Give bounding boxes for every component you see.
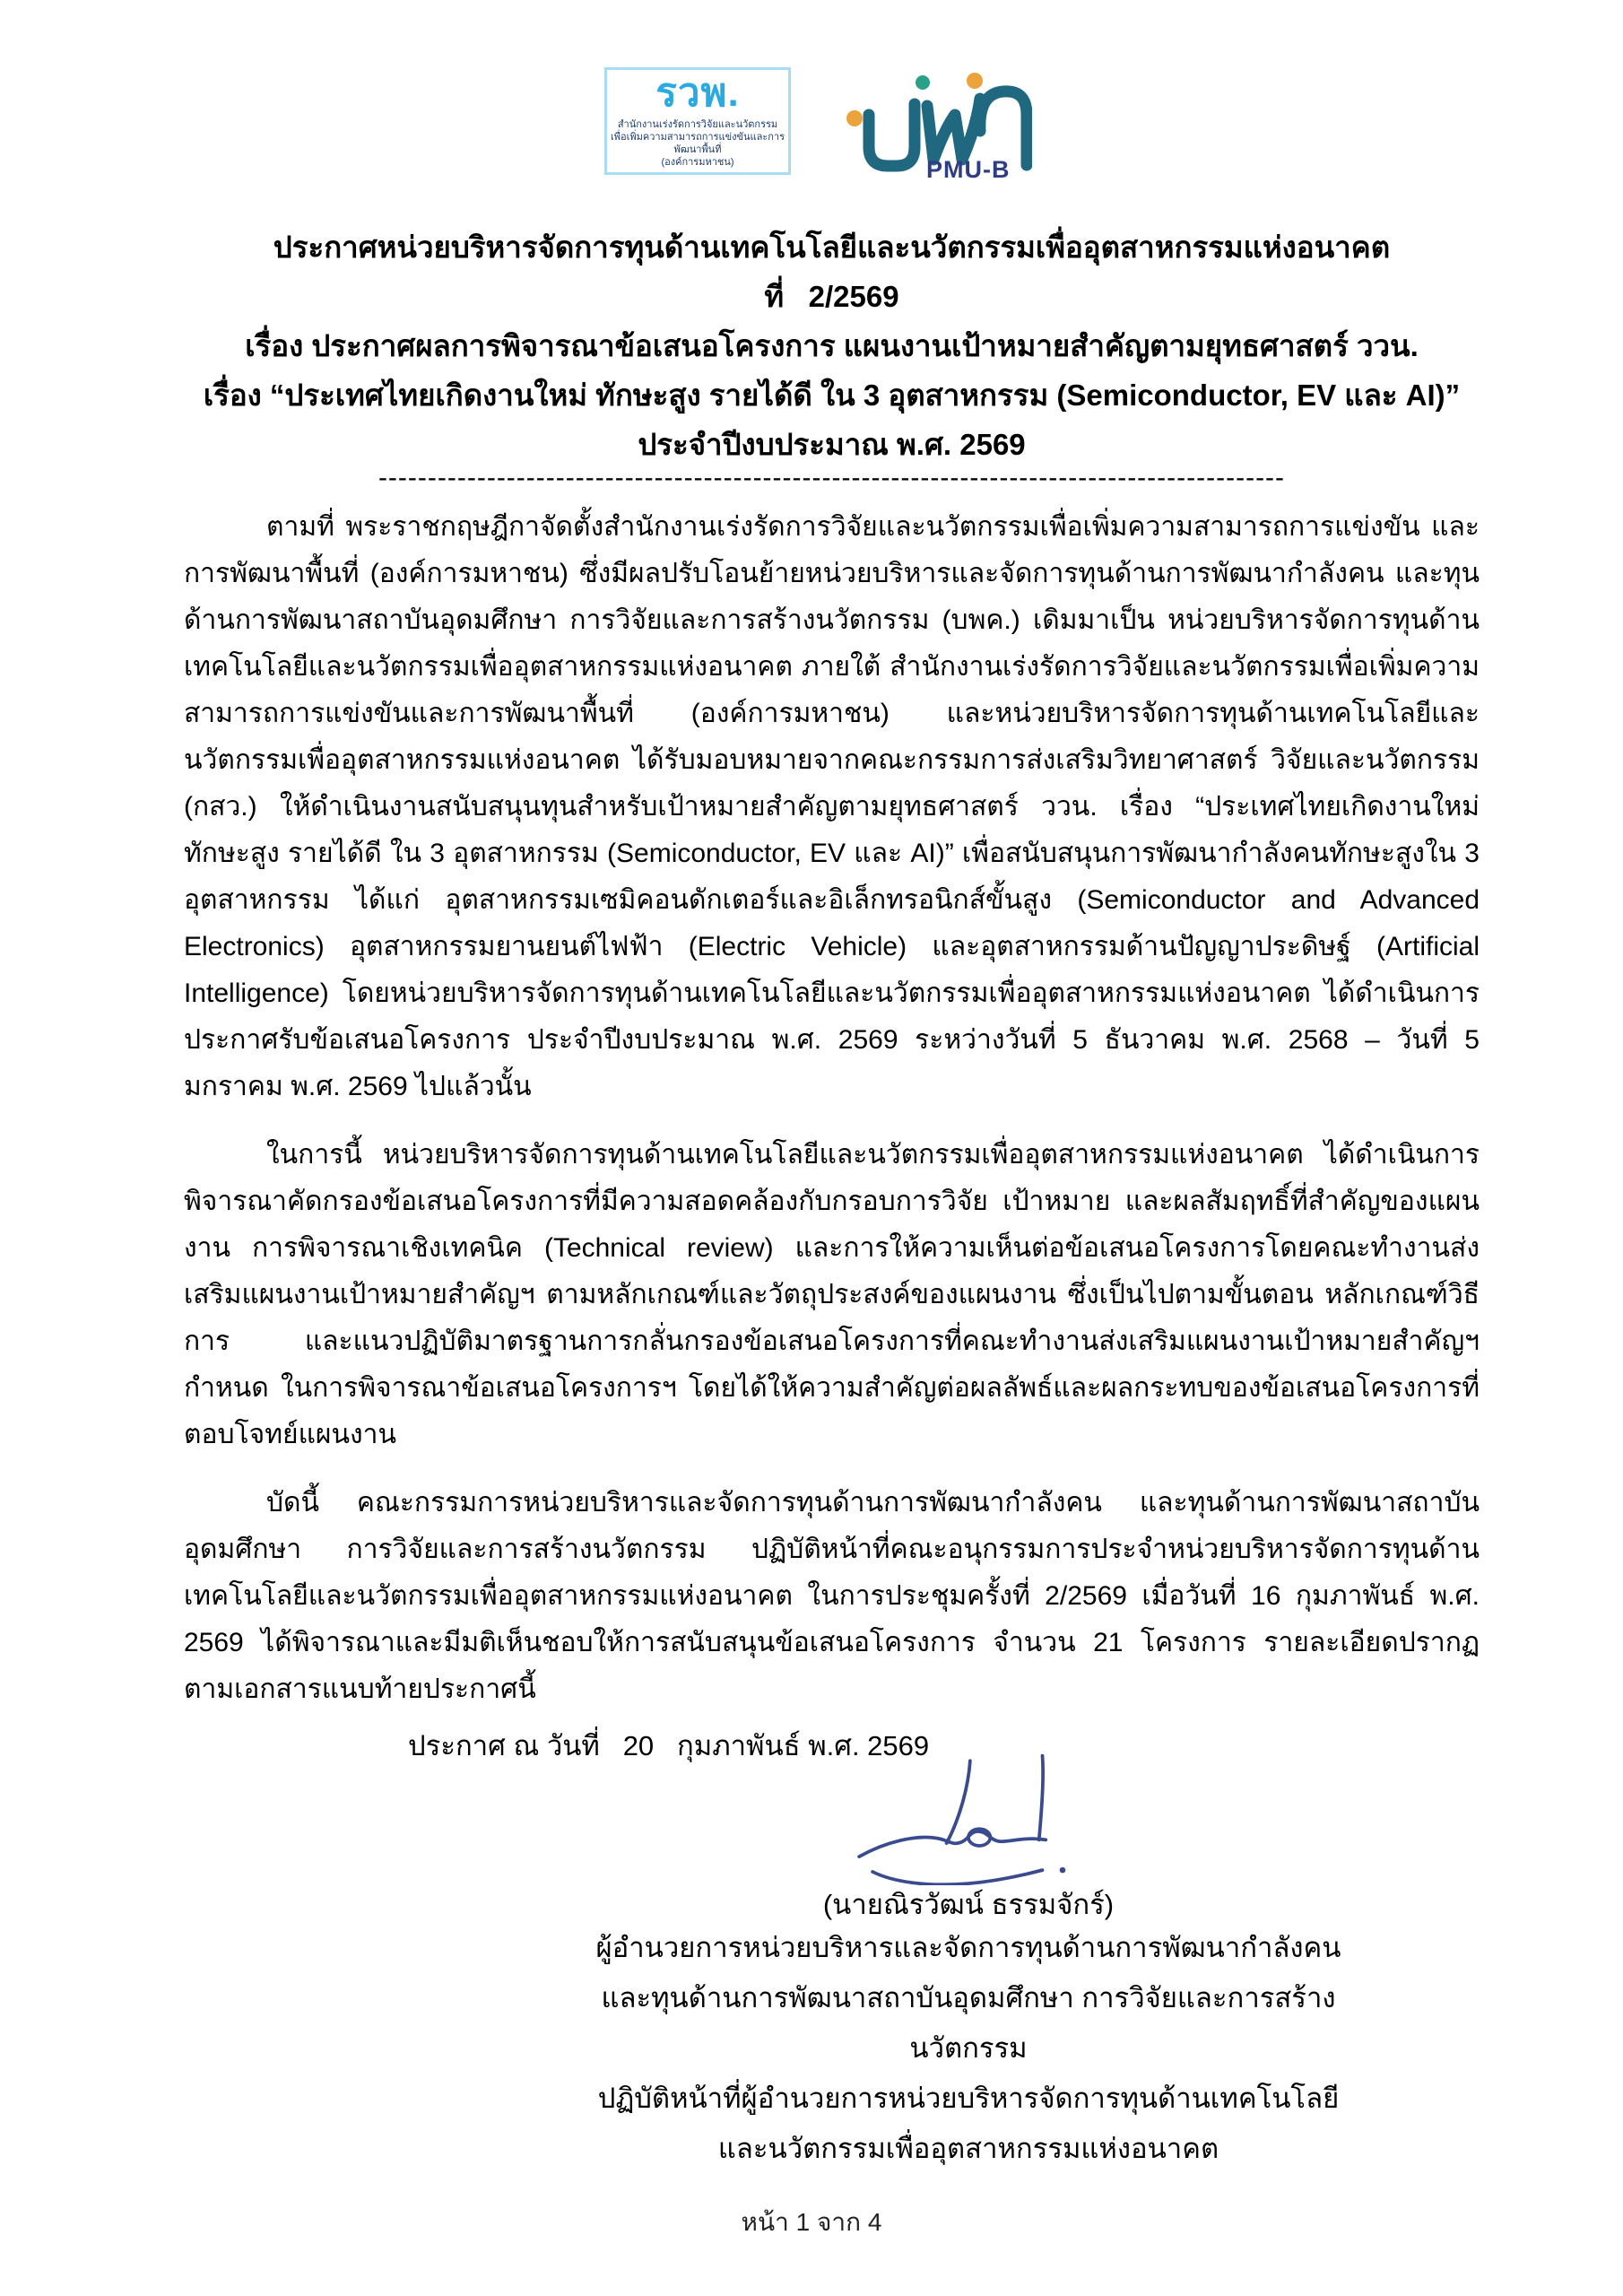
- rawp-logo: [604, 67, 791, 175]
- signer-title-line3: ปฏิบัติหน้าที่ผู้อำนวยการหน่วยบริหารจัดการทุนด้านเทคโนโลยี: [597, 2083, 1340, 2114]
- rawp-logo-acronym: รวพ.: [655, 71, 740, 115]
- pmub-logo: [844, 57, 1032, 196]
- signer-name: (นายณิรวัฒน์ ธรรมจักร์): [822, 1889, 1115, 1920]
- dashed-divider: --------------------------------------------------------------------------------------------: [378, 463, 1286, 492]
- rawp-logo-line2: เพื่อเพิ่มความสามารถการแข่งขันและการพัฒนาพื้นที่: [611, 132, 785, 155]
- announcement-title-line1: ประกาศหน่วยบริหารจัดการทุนด้านเทคโนโลยีและนวัตกรรมเพื่ออุตสาหกรรมแห่งอนาคต: [273, 230, 1391, 264]
- title-block: [184, 222, 1480, 469]
- announcement-subject-line1: เรื่อง ประกาศผลการพิจารณาข้อเสนอโครงการ แผนงานเป้าหมายสำคัญตามยุทธศาสตร์ ววน.: [245, 329, 1419, 362]
- signer-title-line1: ผู้อำนวยการหน่วยบริหารและจัดการทุนด้านการพัฒนากำลังคน: [595, 1932, 1341, 1963]
- signature-block: [583, 1751, 1354, 2174]
- signature-icon: [758, 1751, 1179, 1885]
- rawp-logo-line1: สำนักงานเร่งรัดการวิจัยและนวัตกรรม: [617, 119, 778, 130]
- body-paragraph-2: ในการนี้ หน่วยบริหารจัดการทุนด้านเทคโนโลยีและนวัตกรรมเพื่ออุตสาหกรรมแห่งอนาคต ได้ดำเนินการพิจารณาคัดกรองข้อเสนอโครงการที่มีความสอดคล้องกับกรอบการวิจัย เป้าหมาย และผลสัมฤทธิ์ที่สำคัญของแผนงาน การพิจารณาเชิงเทคนิค (Technical review) และการให้ความเห็นต่อข้อเสนอโครงการโดยคณะทำงานส่งเสริมแผนงานเป้าหมายสำคัญฯ ตามหลักเกณฑ์และวัตถุประสงค์ของแผนงาน ซึ่งเป็นไปตามขั้นตอน หลักเกณฑ์วิธีการ และแนวปฏิบัติมาตรฐานการกลั่นกรองข้อเสนอโครงการที่คณะทำงานส่งเสริมแผนงานเป้าหมายสำคัญฯ กำหนด ในการพิจารณาข้อเสนอโครงการฯ โดยได้ให้ความสำคัญต่อผลลัพธ์และผลกระทบของข้อเสนอโครงการที่ตอบโจทย์แผนงาน: [184, 1140, 1480, 1449]
- signer-title-line4: และนวัตกรรมเพื่ออุตสาหกรรมแห่งอนาคต: [717, 2133, 1219, 2164]
- body-paragraph-3: บัดนี้ คณะกรรมการหน่วยบริหารและจัดการทุนด้านการพัฒนากำลังคน และทุนด้านการพัฒนาสถาบันอุดมศึกษา การวิจัยและการสร้างนวัตกรรม ปฏิบัติหน้าที่คณะอนุกรรมการประจำหน่วยบริหารจัดการทุนด้านเทคโนโลยีและนวัตกรรมเพื่ออุตสาหกรรมแห่งอนาคต ในการประชุมครั้งที่ 2/2569 เมื่อวันที่ 16 กุมภาพันธ์ พ.ศ. 2569 ได้พิจารณาและมีมติเห็นชอบให้การสนับสนุนข้อเสนอโครงการ จำนวน 21 โครงการ รายละเอียดปรากฏตามเอกสารแนบท้ายประกาศนี้: [184, 1488, 1480, 1704]
- page-number: หน้า 1 จาก 4: [741, 2208, 882, 2236]
- announcement-date-line: ประกาศ ณ วันที่ 20 กุมภาพันธ์ พ.ศ. 2569: [408, 1730, 930, 1761]
- pmub-logo-label: PMU-B: [926, 156, 1011, 183]
- body-paragraph-1: ตามที่ พระราชกฤษฎีกาจัดตั้งสำนักงานเร่งรัดการวิจัยและนวัตกรรมเพื่อเพิ่มความสามารถการแข่งขัน และการพัฒนาพื้นที่ (องค์การมหาชน) ซึ่งมีผลปรับโอนย้ายหน่วยบริหารและจัดการทุนด้านการพัฒนากำลังคน และทุนด้านการพัฒนาสถาบันอุดมศึกษา การวิจัยและการสร้างนวัตกรรม (บพค.) เดิมมาเป็น หน่วยบริหารจัดการทุนด้านเทคโนโลยีและนวัตกรรมเพื่ออุตสาหกรรมแห่งอนาคต ภายใต้ สำนักงานเร่งรัดการวิจัยและนวัตกรรมเพื่อเพิ่มความสามารถการแข่งขันและการพัฒนาพื้นที่ (องค์การมหาชน) และหน่วยบริหารจัดการทุนด้านเทคโนโลยีและนวัตกรรมเพื่ออุตสาหกรรมแห่งอนาคต ได้รับมอบหมายจากคณะกรรมการส่งเสริมวิทยาศาสตร์ วิจัยและนวัตกรรม (กสว.) ให้ดำเนินงานสนับสนุนทุนสำหรับเป้าหมายสำคัญตามยุทธศาสตร์ ววน. เรื่อง “ประเทศไทยเกิดงานใหม่ ทักษะสูง รายได้ดี ใน 3 อุตสาหกรรม (Semiconductor, EV และ AI)” เพื่อสนับสนุนการพัฒนากำลังคนทักษะสูงใน 3 อุตสาหกรรม ได้แก่ อุตสาหกรรมเซมิคอนดักเตอร์และอิเล็กทรอนิกส์ขั้นสูง (Semiconductor and Advanced Electronics) อุตสาหกรรมยานยนต์ไฟฟ้า (Electric Vehicle) และอุตสาหกรรมด้านปัญญาประดิษฐ์ (Artificial Intelligence) โดยหน่วยบริหารจัดการทุนด้านเทคโนโลยีและนวัตกรรมเพื่ออุตสาหกรรมแห่งอนาคต ได้ดำเนินการประกาศรับข้อเสนอโครงการ ประจำปีงบประมาณ พ.ศ. 2569 ระหว่างวันที่ 5 ธันวาคม พ.ศ. 2568 – วันที่ 5 มกราคม พ.ศ. 2569 ไปแล้วนั้น: [184, 512, 1480, 1101]
- fiscal-year-line: ประจำปีงบประมาณ พ.ศ. 2569: [638, 428, 1026, 461]
- announcement-subject-line2: เรื่อง “ประเทศไทยเกิดงานใหม่ ทักษะสูง รายได้ดี ใน 3 อุตสาหกรรม (Semiconductor, EV และ AI)”: [203, 378, 1461, 412]
- signer-title-line2: และทุนด้านการพัฒนาสถาบันอุดมศึกษา การวิจัยและการสร้างนวัตกรรม: [601, 1982, 1336, 2064]
- announcement-number: ที่ 2/2569: [764, 280, 899, 313]
- rawp-logo-line3: (องค์การมหาชน): [661, 157, 734, 168]
